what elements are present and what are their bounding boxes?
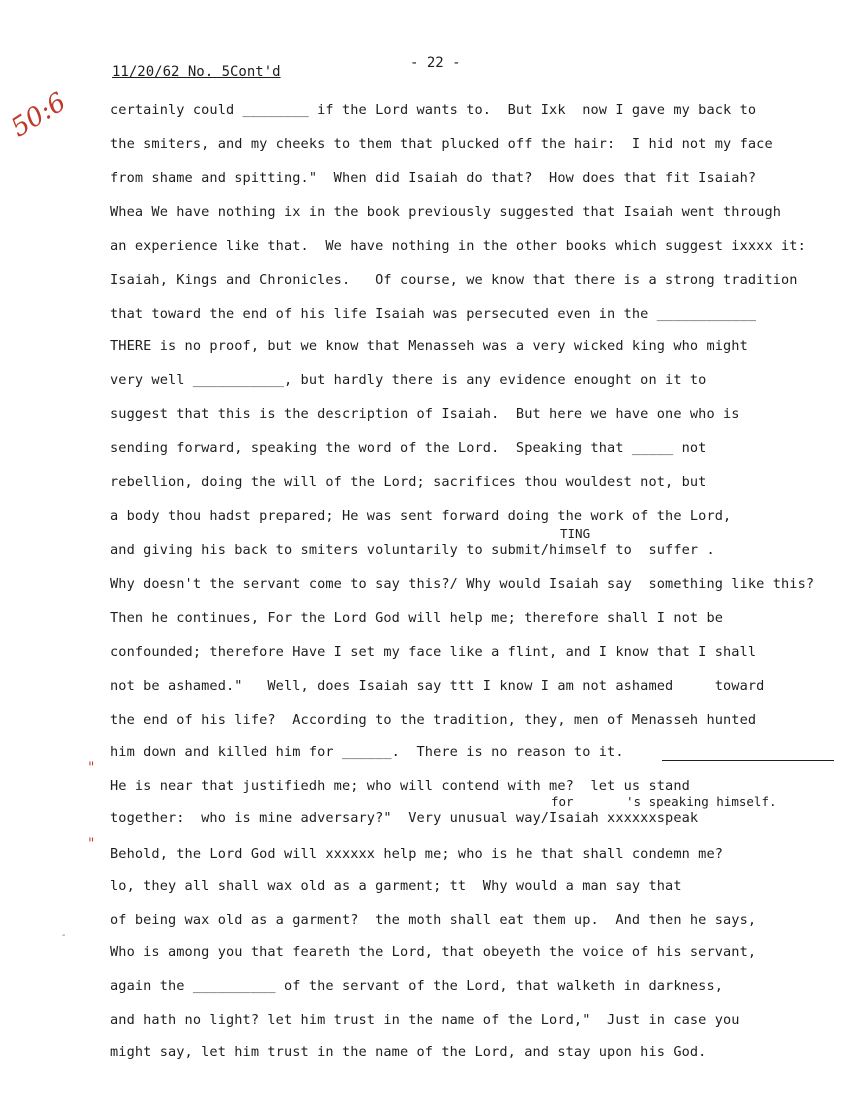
blank-rule <box>662 760 834 761</box>
text-line: might say, let him trust in the name of the Lord, and stay upon his God. <box>110 1044 707 1060</box>
text-line: Whea We have nothing ix in the book previously suggested that Isaiah went through <box>110 204 782 220</box>
text-line: Why doesn't the servant come to say this?/ Why would Isaiah say something like this? <box>110 576 815 592</box>
margin-note: 50:6 <box>6 87 72 144</box>
text-line: lo, they all shall wax old as a garment; tt Why would a man say that <box>110 878 682 894</box>
text-line: from shame and spitting." When did Isaiah do that? How does that fit Isaiah? <box>110 170 757 186</box>
text-line: not be ashamed." Well, does Isaiah say ttt I know I am not ashamed toward <box>110 678 765 694</box>
text-line: suggest that this is the description of Isaiah. But here we have one who is <box>110 406 740 422</box>
text-line: that toward the end of his life Isaiah was persecuted even in the ____________ <box>110 306 757 322</box>
text-line: rebellion, doing the will of the Lord; sacrifices thou wouldest not, but <box>110 474 707 490</box>
margin-tick: " <box>88 760 95 776</box>
text-line: the smiters, and my cheeks to them that plucked off the hair: I hid not my face <box>110 136 773 152</box>
text-line: certainly could ________ if the Lord wants to. But Ixk now I gave my back to <box>110 102 757 118</box>
text-line: Who is among you that feareth the Lord, that obeyeth the voice of his servant, <box>110 944 757 960</box>
text-line: sending forward, speaking the word of the Lord. Speaking that _____ not <box>110 440 707 456</box>
text-line: him down and killed him for ______. There is no reason to it. <box>110 744 624 760</box>
interlinear-note: TING <box>560 526 591 541</box>
text-line: He is near that justifiedh me; who will contend with me? let us stand <box>110 778 690 794</box>
text-line: confounded; therefore Have I set my face like a flint, and I know that I shall <box>110 644 757 660</box>
text-line: and giving his back to smiters voluntarily to submit/himself to suffer . <box>110 542 715 558</box>
date-reference: 11/20/62 No. 5Cont'd <box>112 64 281 80</box>
text-line: Then he continues, For the Lord God will help me; therefore shall I not be <box>110 610 724 626</box>
page-number: - 22 - <box>410 55 461 71</box>
text-line: an experience like that. We have nothing in the other books which suggest ixxxx it: <box>110 238 806 254</box>
margin-tick: " <box>88 836 95 852</box>
text-line: of being wax old as a garment? the moth shall eat them up. And then he says, <box>110 912 757 928</box>
text-line: again the __________ of the servant of the Lord, that walketh in darkness, <box>110 978 724 994</box>
text-line: Behold, the Lord God will xxxxxx help me; who is he that shall condemn me? <box>110 846 724 862</box>
text-line: and hath no light? let him trust in the name of the Lord," Just in case you <box>110 1012 740 1028</box>
text-line: together: who is mine adversary?" Very unusual way/Isaiah xxxxxxspeak <box>110 810 699 826</box>
interlinear-note: 's speaking himself. <box>626 794 777 809</box>
text-line: THERE is no proof, but we know that Menasseh was a very wicked king who might <box>110 338 748 354</box>
text-line: the end of his life? According to the tradition, they, men of Menasseh hunted <box>110 712 757 728</box>
interlinear-note: for <box>551 794 574 809</box>
text-line: very well ___________, but hardly there is any evidence enought on it to <box>110 372 707 388</box>
text-line: a body thou hadst prepared; He was sent forward doing the work of the Lord, <box>110 508 732 524</box>
text-line: Isaiah, Kings and Chronicles. Of course, we know that there is a strong tradition <box>110 272 798 288</box>
margin-tick: - <box>62 930 66 941</box>
